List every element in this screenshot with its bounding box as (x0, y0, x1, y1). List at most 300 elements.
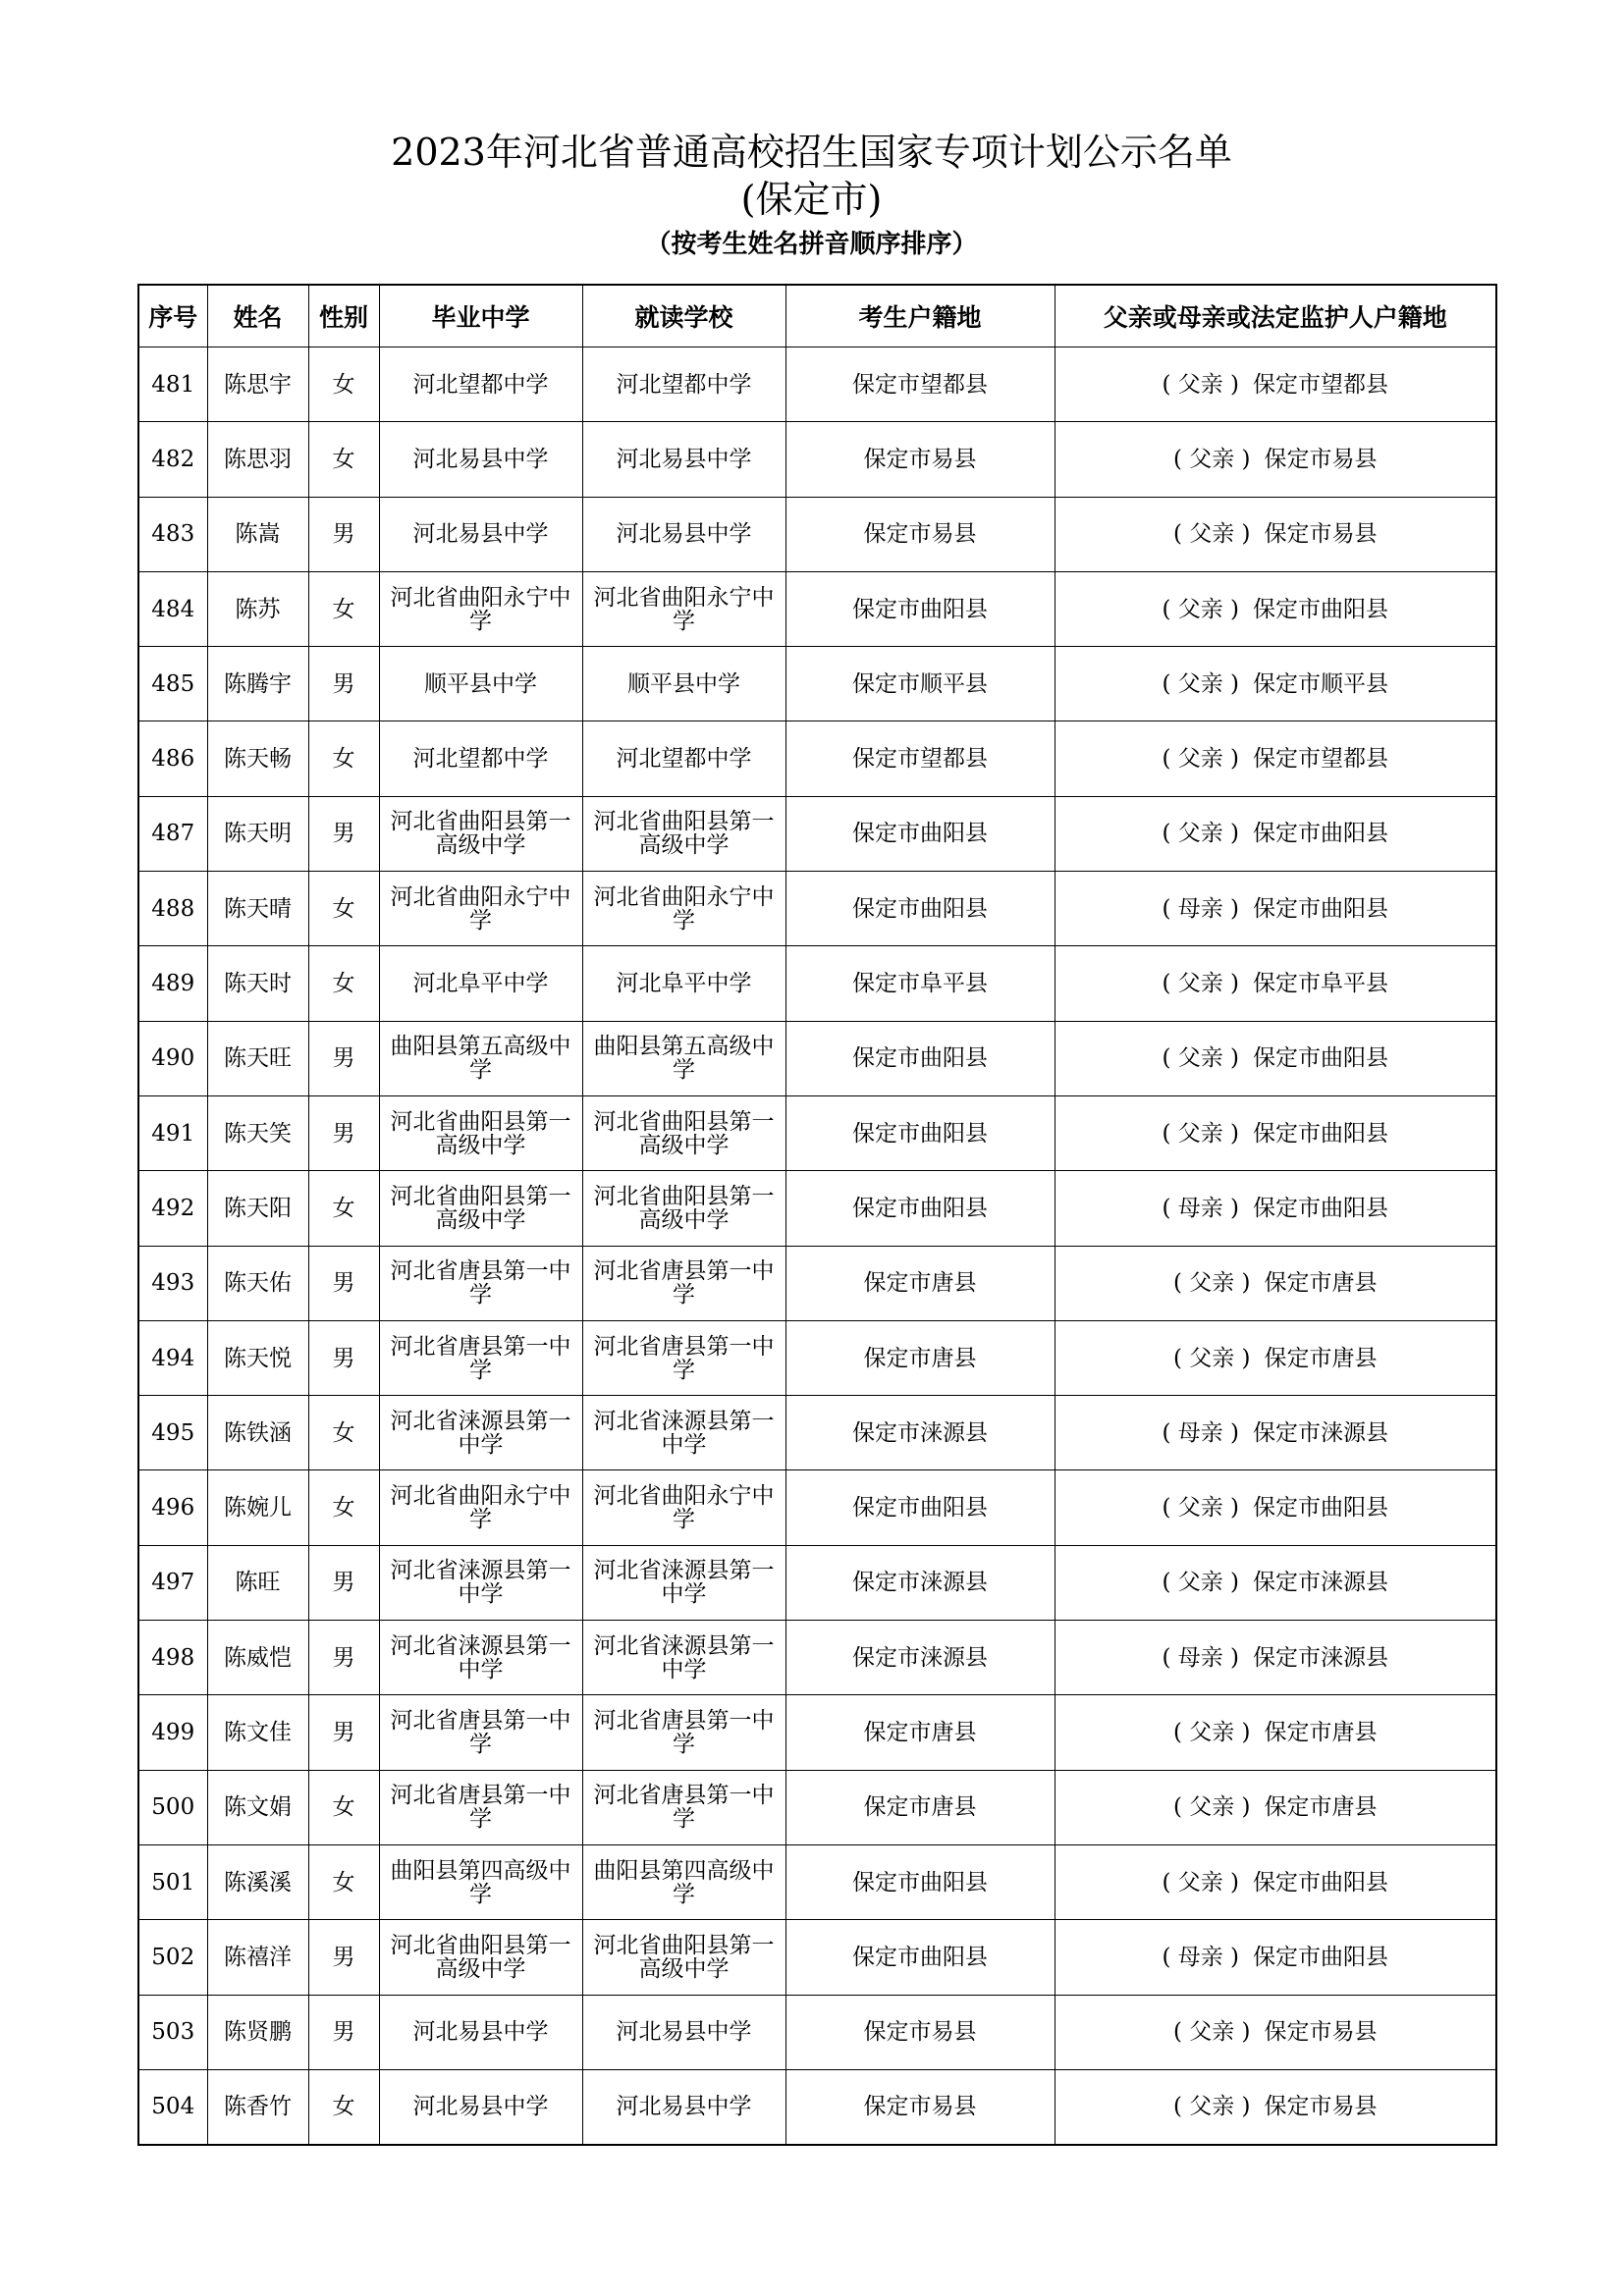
cell-gender: 女 (308, 347, 379, 422)
cell-current-school (582, 497, 785, 571)
cell-gender: 女 (308, 1770, 379, 1844)
table-row (138, 497, 1496, 571)
cell-no: 503 (138, 1995, 207, 2069)
cell-name: 陈嵩 (207, 497, 308, 571)
guardian-relation: ( 父亲 ) (1172, 2094, 1251, 2120)
guardian-residence: 保定市曲阳县 (1253, 1045, 1389, 1072)
cell-guardian (1055, 647, 1496, 721)
guardian-residence: 保定市望都县 (1253, 746, 1389, 773)
guardian-residence: 保定市曲阳县 (1253, 895, 1389, 922)
cell-grad-school-text: 河北省唐县第一中学 (390, 1783, 571, 1833)
cell-gender: 男 (308, 497, 379, 571)
guardian-relation: ( 父亲 ) (1172, 1719, 1251, 1745)
cell-gender: 女 (308, 2069, 379, 2145)
cell-gender: 女 (308, 1844, 379, 1919)
guardian-relation: ( 父亲 ) (1162, 596, 1240, 622)
table-row (138, 1021, 1496, 1095)
guardian-residence: 保定市易县 (1264, 2094, 1378, 2120)
cell-grad-school-text: 河北省曲阳永宁中学 (390, 584, 571, 634)
cell-current-school-text: 曲阳县第四高级中学 (593, 1857, 775, 1907)
cell-current-school (582, 1844, 785, 1919)
table-row (138, 1470, 1496, 1545)
cell-no: 502 (138, 1920, 207, 1995)
guardian-relation: ( 母亲 ) (1162, 1195, 1240, 1221)
cell-current-school (582, 1320, 785, 1395)
cell-no: 504 (138, 2069, 207, 2145)
cell-current-school-text: 河北望都中学 (616, 746, 752, 773)
cell-guardian (1055, 1844, 1496, 1919)
cell-guardian (1055, 2069, 1496, 2145)
guardian-relation: ( 母亲 ) (1162, 1944, 1240, 1970)
cell-no: 481 (138, 347, 207, 422)
cell-grad-school (379, 1695, 582, 1770)
cell-grad-school-text: 曲阳县第五高级中学 (390, 1034, 571, 1084)
col-header-no: 序号 (138, 285, 207, 347)
cell-current-school-text: 河北易县中学 (616, 2019, 752, 2046)
cell-gender: 男 (308, 1920, 379, 1995)
cell-current-school-text: 河北省唐县第一中学 (593, 1258, 775, 1308)
cell-gender: 女 (308, 1396, 379, 1470)
page-subtitle: (保定市) (740, 178, 883, 221)
guardian-relation: ( 父亲 ) (1172, 2019, 1251, 2046)
table-row (138, 721, 1496, 796)
cell-grad-school-text: 河北易县中学 (412, 2019, 549, 2046)
guardian-residence: 保定市涞源县 (1253, 1644, 1389, 1671)
cell-name: 陈天佑 (207, 1246, 308, 1320)
cell-grad-school-text: 河北望都中学 (412, 371, 549, 398)
guardian-relation: ( 父亲 ) (1162, 971, 1240, 997)
cell-residence: 保定市望都县 (785, 347, 1055, 422)
guardian-relation: ( 父亲 ) (1162, 1495, 1240, 1522)
cell-grad-school (379, 1095, 582, 1170)
cell-grad-school-text: 河北省唐县第一中学 (390, 1707, 571, 1757)
table-row (138, 571, 1496, 646)
cell-residence: 保定市唐县 (785, 1770, 1055, 1844)
cell-current-school (582, 1021, 785, 1095)
cell-current-school (582, 2069, 785, 2145)
cell-guardian (1055, 1396, 1496, 1470)
cell-grad-school-text: 河北省曲阳县第一高级中学 (390, 809, 571, 859)
cell-residence: 保定市易县 (785, 1995, 1055, 2069)
cell-name: 陈溪溪 (207, 1844, 308, 1919)
cell-no: 483 (138, 497, 207, 571)
col-header-guardian-residence: 父亲或母亲或法定监护人户籍地 (1055, 285, 1496, 347)
cell-guardian (1055, 1995, 1496, 2069)
cell-current-school (582, 796, 785, 871)
cell-current-school-text: 河北省曲阳县第一高级中学 (593, 809, 775, 859)
guardian-residence: 保定市涞源县 (1253, 1419, 1389, 1446)
guardian-relation: ( 父亲 ) (1162, 746, 1240, 773)
cell-current-school (582, 1995, 785, 2069)
cell-residence: 保定市曲阳县 (785, 1920, 1055, 1995)
guardian-relation: ( 父亲 ) (1162, 1869, 1240, 1896)
cell-name: 陈天明 (207, 796, 308, 871)
cell-current-school (582, 1396, 785, 1470)
guardian-residence: 保定市曲阳县 (1253, 821, 1389, 847)
guardian-relation: ( 父亲 ) (1172, 521, 1251, 548)
cell-grad-school-text: 顺平县中学 (424, 670, 537, 697)
cell-name: 陈天阳 (207, 1171, 308, 1246)
guardian-residence: 保定市唐县 (1264, 1719, 1378, 1745)
cell-name: 陈威恺 (207, 1621, 308, 1695)
cell-guardian (1055, 497, 1496, 571)
cell-name: 陈文娟 (207, 1770, 308, 1844)
cell-residence: 保定市曲阳县 (785, 1095, 1055, 1170)
cell-residence: 保定市涞源县 (785, 1396, 1055, 1470)
cell-grad-school (379, 1470, 582, 1545)
cell-guardian (1055, 721, 1496, 796)
cell-current-school-text: 河北望都中学 (616, 371, 752, 398)
table-row (138, 946, 1496, 1021)
cell-residence: 保定市唐县 (785, 1320, 1055, 1395)
cell-gender: 男 (308, 1695, 379, 1770)
cell-grad-school-text: 河北省曲阳县第一高级中学 (390, 1932, 571, 1982)
cell-guardian (1055, 1320, 1496, 1395)
cell-residence: 保定市曲阳县 (785, 872, 1055, 946)
cell-no: 485 (138, 647, 207, 721)
cell-name: 陈文佳 (207, 1695, 308, 1770)
cell-no: 489 (138, 946, 207, 1021)
col-header-current-school: 就读学校 (582, 285, 785, 347)
guardian-relation: ( 父亲 ) (1172, 1794, 1251, 1821)
cell-current-school-text: 河北省唐县第一中学 (593, 1783, 775, 1833)
cell-current-school-text: 河北省涞源县第一中学 (593, 1408, 775, 1458)
cell-residence: 保定市望都县 (785, 721, 1055, 796)
cell-gender: 男 (308, 1545, 379, 1620)
cell-name: 陈天悦 (207, 1320, 308, 1395)
cell-name: 陈婉儿 (207, 1470, 308, 1545)
cell-current-school (582, 1695, 785, 1770)
cell-gender: 男 (308, 1320, 379, 1395)
cell-current-school (582, 946, 785, 1021)
cell-no: 484 (138, 571, 207, 646)
cell-grad-school (379, 946, 582, 1021)
guardian-residence: 保定市望都县 (1253, 371, 1389, 398)
cell-grad-school (379, 872, 582, 946)
cell-current-school-text: 河北省曲阳县第一高级中学 (593, 1108, 775, 1158)
cell-guardian (1055, 422, 1496, 497)
table-row (138, 1246, 1496, 1320)
cell-residence: 保定市阜平县 (785, 946, 1055, 1021)
cell-current-school-text: 河北省涞源县第一中学 (593, 1632, 775, 1682)
cell-residence: 保定市曲阳县 (785, 1844, 1055, 1919)
cell-grad-school (379, 1995, 582, 2069)
cell-grad-school-text: 河北省唐县第一中学 (390, 1258, 571, 1308)
cell-current-school-text: 河北易县中学 (616, 521, 752, 548)
cell-grad-school (379, 571, 582, 646)
table-row (138, 796, 1496, 871)
cell-guardian (1055, 347, 1496, 422)
guardian-relation: ( 父亲 ) (1162, 371, 1240, 398)
cell-guardian (1055, 1695, 1496, 1770)
cell-grad-school-text: 河北省涞源县第一中学 (390, 1408, 571, 1458)
col-header-gender: 性别 (308, 285, 379, 347)
cell-residence: 保定市易县 (785, 497, 1055, 571)
guardian-residence: 保定市曲阳县 (1253, 1195, 1389, 1221)
guardian-residence: 保定市顺平县 (1253, 670, 1389, 697)
cell-current-school-text: 河北省唐县第一中学 (593, 1333, 775, 1383)
cell-no: 491 (138, 1095, 207, 1170)
guardian-residence: 保定市曲阳县 (1253, 1869, 1389, 1896)
guardian-residence: 保定市曲阳县 (1253, 596, 1389, 622)
cell-grad-school (379, 497, 582, 571)
col-header-name: 姓名 (207, 285, 308, 347)
cell-residence: 保定市涞源县 (785, 1621, 1055, 1695)
guardian-residence: 保定市易县 (1264, 446, 1378, 472)
cell-name: 陈贤鹏 (207, 1995, 308, 2069)
cell-current-school-text: 河北省曲阳县第一高级中学 (593, 1183, 775, 1233)
guardian-relation: ( 父亲 ) (1172, 1345, 1251, 1371)
cell-no: 498 (138, 1621, 207, 1695)
guardian-relation: ( 母亲 ) (1162, 895, 1240, 922)
cell-grad-school-text: 河北省涞源县第一中学 (390, 1632, 571, 1682)
table-row (138, 1695, 1496, 1770)
cell-current-school-text: 河北省唐县第一中学 (593, 1707, 775, 1757)
cell-residence: 保定市曲阳县 (785, 1171, 1055, 1246)
guardian-relation: ( 母亲 ) (1162, 1419, 1240, 1446)
cell-current-school-text: 河北易县中学 (616, 446, 752, 472)
cell-current-school (582, 872, 785, 946)
cell-name: 陈天旺 (207, 1021, 308, 1095)
cell-current-school-text: 河北省曲阳永宁中学 (593, 584, 775, 634)
cell-grad-school-text: 河北省曲阳县第一高级中学 (390, 1183, 571, 1233)
cell-grad-school (379, 1621, 582, 1695)
guardian-relation: ( 父亲 ) (1172, 446, 1251, 472)
cell-residence: 保定市唐县 (785, 1695, 1055, 1770)
cell-name: 陈天畅 (207, 721, 308, 796)
cell-grad-school (379, 1844, 582, 1919)
cell-current-school (582, 1470, 785, 1545)
cell-current-school (582, 1171, 785, 1246)
cell-current-school-text: 河北阜平中学 (616, 971, 752, 997)
cell-grad-school (379, 1545, 582, 1620)
cell-name: 陈天时 (207, 946, 308, 1021)
cell-grad-school (379, 1320, 582, 1395)
cell-residence: 保定市曲阳县 (785, 571, 1055, 646)
cell-grad-school-text: 河北省曲阳县第一高级中学 (390, 1108, 571, 1158)
cell-no: 497 (138, 1545, 207, 1620)
cell-no: 501 (138, 1844, 207, 1919)
cell-gender: 女 (308, 721, 379, 796)
table-row (138, 1770, 1496, 1844)
cell-gender: 女 (308, 422, 379, 497)
roster-table (137, 284, 1497, 2146)
cell-residence: 保定市易县 (785, 2069, 1055, 2145)
guardian-relation: ( 父亲 ) (1162, 1045, 1240, 1072)
cell-no: 486 (138, 721, 207, 796)
guardian-relation: ( 父亲 ) (1172, 1270, 1251, 1297)
cell-current-school-text: 河北省涞源县第一中学 (593, 1558, 775, 1608)
cell-name: 陈思羽 (207, 422, 308, 497)
cell-grad-school (379, 1396, 582, 1470)
table-row (138, 1095, 1496, 1170)
cell-current-school (582, 647, 785, 721)
guardian-residence: 保定市易县 (1264, 521, 1378, 548)
cell-current-school (582, 1246, 785, 1320)
col-header-residence: 考生户籍地 (785, 285, 1055, 347)
cell-no: 492 (138, 1171, 207, 1246)
table-row (138, 1171, 1496, 1246)
cell-guardian (1055, 872, 1496, 946)
guardian-residence: 保定市唐县 (1264, 1345, 1378, 1371)
cell-name: 陈思宇 (207, 347, 308, 422)
cell-gender: 男 (308, 1995, 379, 2069)
table-row (138, 2069, 1496, 2145)
cell-grad-school (379, 1246, 582, 1320)
cell-current-school (582, 422, 785, 497)
cell-guardian (1055, 1171, 1496, 1246)
cell-current-school (582, 1770, 785, 1844)
cell-residence: 保定市顺平县 (785, 647, 1055, 721)
cell-gender: 女 (308, 1171, 379, 1246)
cell-grad-school (379, 1920, 582, 1995)
cell-no: 496 (138, 1470, 207, 1545)
table-row (138, 1920, 1496, 1995)
cell-name: 陈旺 (207, 1545, 308, 1620)
cell-grad-school (379, 1021, 582, 1095)
cell-residence: 保定市曲阳县 (785, 1021, 1055, 1095)
cell-grad-school-text: 河北省曲阳永宁中学 (390, 1483, 571, 1533)
cell-grad-school (379, 796, 582, 871)
cell-guardian (1055, 1246, 1496, 1320)
cell-no: 487 (138, 796, 207, 871)
guardian-residence: 保定市易县 (1264, 2019, 1378, 2046)
cell-current-school (582, 1920, 785, 1995)
cell-grad-school-text: 河北易县中学 (412, 446, 549, 472)
guardian-residence: 保定市曲阳县 (1253, 1120, 1389, 1147)
guardian-relation: ( 母亲 ) (1162, 1644, 1240, 1671)
col-header-grad-school: 毕业中学 (379, 285, 582, 347)
cell-current-school-text: 河北省曲阳永宁中学 (593, 883, 775, 934)
cell-grad-school (379, 347, 582, 422)
table-row (138, 1621, 1496, 1695)
cell-guardian (1055, 1470, 1496, 1545)
cell-residence: 保定市涞源县 (785, 1545, 1055, 1620)
table-row (138, 1396, 1496, 1470)
guardian-residence: 保定市涞源县 (1253, 1570, 1389, 1596)
cell-current-school (582, 1545, 785, 1620)
cell-current-school (582, 571, 785, 646)
cell-residence: 保定市曲阳县 (785, 1470, 1055, 1545)
cell-guardian (1055, 1770, 1496, 1844)
table-row (138, 1844, 1496, 1919)
cell-grad-school-text: 河北阜平中学 (412, 971, 549, 997)
cell-name: 陈铁涵 (207, 1396, 308, 1470)
cell-no: 493 (138, 1246, 207, 1320)
cell-current-school-text: 曲阳县第五高级中学 (593, 1034, 775, 1084)
guardian-residence: 保定市曲阳县 (1253, 1944, 1389, 1970)
cell-guardian (1055, 1095, 1496, 1170)
cell-no: 495 (138, 1396, 207, 1470)
cell-current-school-text: 河北省曲阳县第一高级中学 (593, 1932, 775, 1982)
cell-name: 陈苏 (207, 571, 308, 646)
cell-gender: 男 (308, 796, 379, 871)
cell-grad-school-text: 河北望都中学 (412, 746, 549, 773)
cell-current-school-text: 河北省曲阳永宁中学 (593, 1483, 775, 1533)
cell-guardian (1055, 1920, 1496, 1995)
cell-guardian (1055, 1621, 1496, 1695)
cell-current-school-text: 河北易县中学 (616, 2094, 752, 2120)
cell-no: 494 (138, 1320, 207, 1395)
cell-residence: 保定市易县 (785, 422, 1055, 497)
cell-grad-school-text: 河北省曲阳永宁中学 (390, 883, 571, 934)
cell-current-school (582, 347, 785, 422)
table-row (138, 422, 1496, 497)
cell-name: 陈香竹 (207, 2069, 308, 2145)
cell-grad-school-text: 河北省涞源县第一中学 (390, 1558, 571, 1608)
table-row (138, 1320, 1496, 1395)
cell-name: 陈腾宇 (207, 647, 308, 721)
cell-name: 陈天笑 (207, 1095, 308, 1170)
cell-grad-school-text: 曲阳县第四高级中学 (390, 1857, 571, 1907)
cell-grad-school-text: 河北易县中学 (412, 521, 549, 548)
cell-gender: 男 (308, 1246, 379, 1320)
guardian-residence: 保定市唐县 (1264, 1270, 1378, 1297)
cell-current-school-text: 顺平县中学 (627, 670, 740, 697)
cell-residence: 保定市曲阳县 (785, 796, 1055, 871)
table-row (138, 872, 1496, 946)
roster-body (138, 347, 1496, 2146)
cell-gender: 男 (308, 1095, 379, 1170)
cell-guardian (1055, 571, 1496, 646)
header-row (138, 285, 1496, 347)
cell-guardian (1055, 1021, 1496, 1095)
guardian-relation: ( 父亲 ) (1162, 1120, 1240, 1147)
cell-grad-school (379, 1171, 582, 1246)
table-row (138, 1995, 1496, 2069)
cell-current-school (582, 1095, 785, 1170)
cell-gender: 男 (308, 1621, 379, 1695)
cell-gender: 男 (308, 647, 379, 721)
guardian-relation: ( 父亲 ) (1162, 821, 1240, 847)
guardian-relation: ( 父亲 ) (1162, 670, 1240, 697)
cell-current-school (582, 721, 785, 796)
guardian-residence: 保定市阜平县 (1253, 971, 1389, 997)
cell-gender: 男 (308, 1021, 379, 1095)
page-title: 2023年河北省普通高校招生国家专项计划公示名单 (391, 131, 1232, 174)
cell-grad-school-text: 河北省唐县第一中学 (390, 1333, 571, 1383)
cell-name: 陈天晴 (207, 872, 308, 946)
table-row (138, 647, 1496, 721)
cell-current-school (582, 1621, 785, 1695)
cell-grad-school-text: 河北易县中学 (412, 2094, 549, 2120)
cell-residence: 保定市唐县 (785, 1246, 1055, 1320)
cell-no: 500 (138, 1770, 207, 1844)
guardian-residence: 保定市曲阳县 (1253, 1495, 1389, 1522)
table-row (138, 347, 1496, 422)
cell-grad-school (379, 1770, 582, 1844)
table-row (138, 1545, 1496, 1620)
cell-grad-school (379, 2069, 582, 2145)
cell-guardian (1055, 946, 1496, 1021)
cell-grad-school (379, 721, 582, 796)
cell-guardian (1055, 796, 1496, 871)
cell-gender: 女 (308, 571, 379, 646)
cell-no: 499 (138, 1695, 207, 1770)
cell-gender: 女 (308, 1470, 379, 1545)
guardian-residence: 保定市唐县 (1264, 1794, 1378, 1821)
cell-no: 490 (138, 1021, 207, 1095)
cell-gender: 女 (308, 946, 379, 1021)
cell-grad-school (379, 647, 582, 721)
cell-name: 陈禧洋 (207, 1920, 308, 1995)
cell-gender: 女 (308, 872, 379, 946)
cell-no: 482 (138, 422, 207, 497)
sort-note: （按考生姓名拼音顺序排序） (645, 230, 978, 259)
cell-grad-school (379, 422, 582, 497)
cell-no: 488 (138, 872, 207, 946)
guardian-relation: ( 父亲 ) (1162, 1570, 1240, 1596)
